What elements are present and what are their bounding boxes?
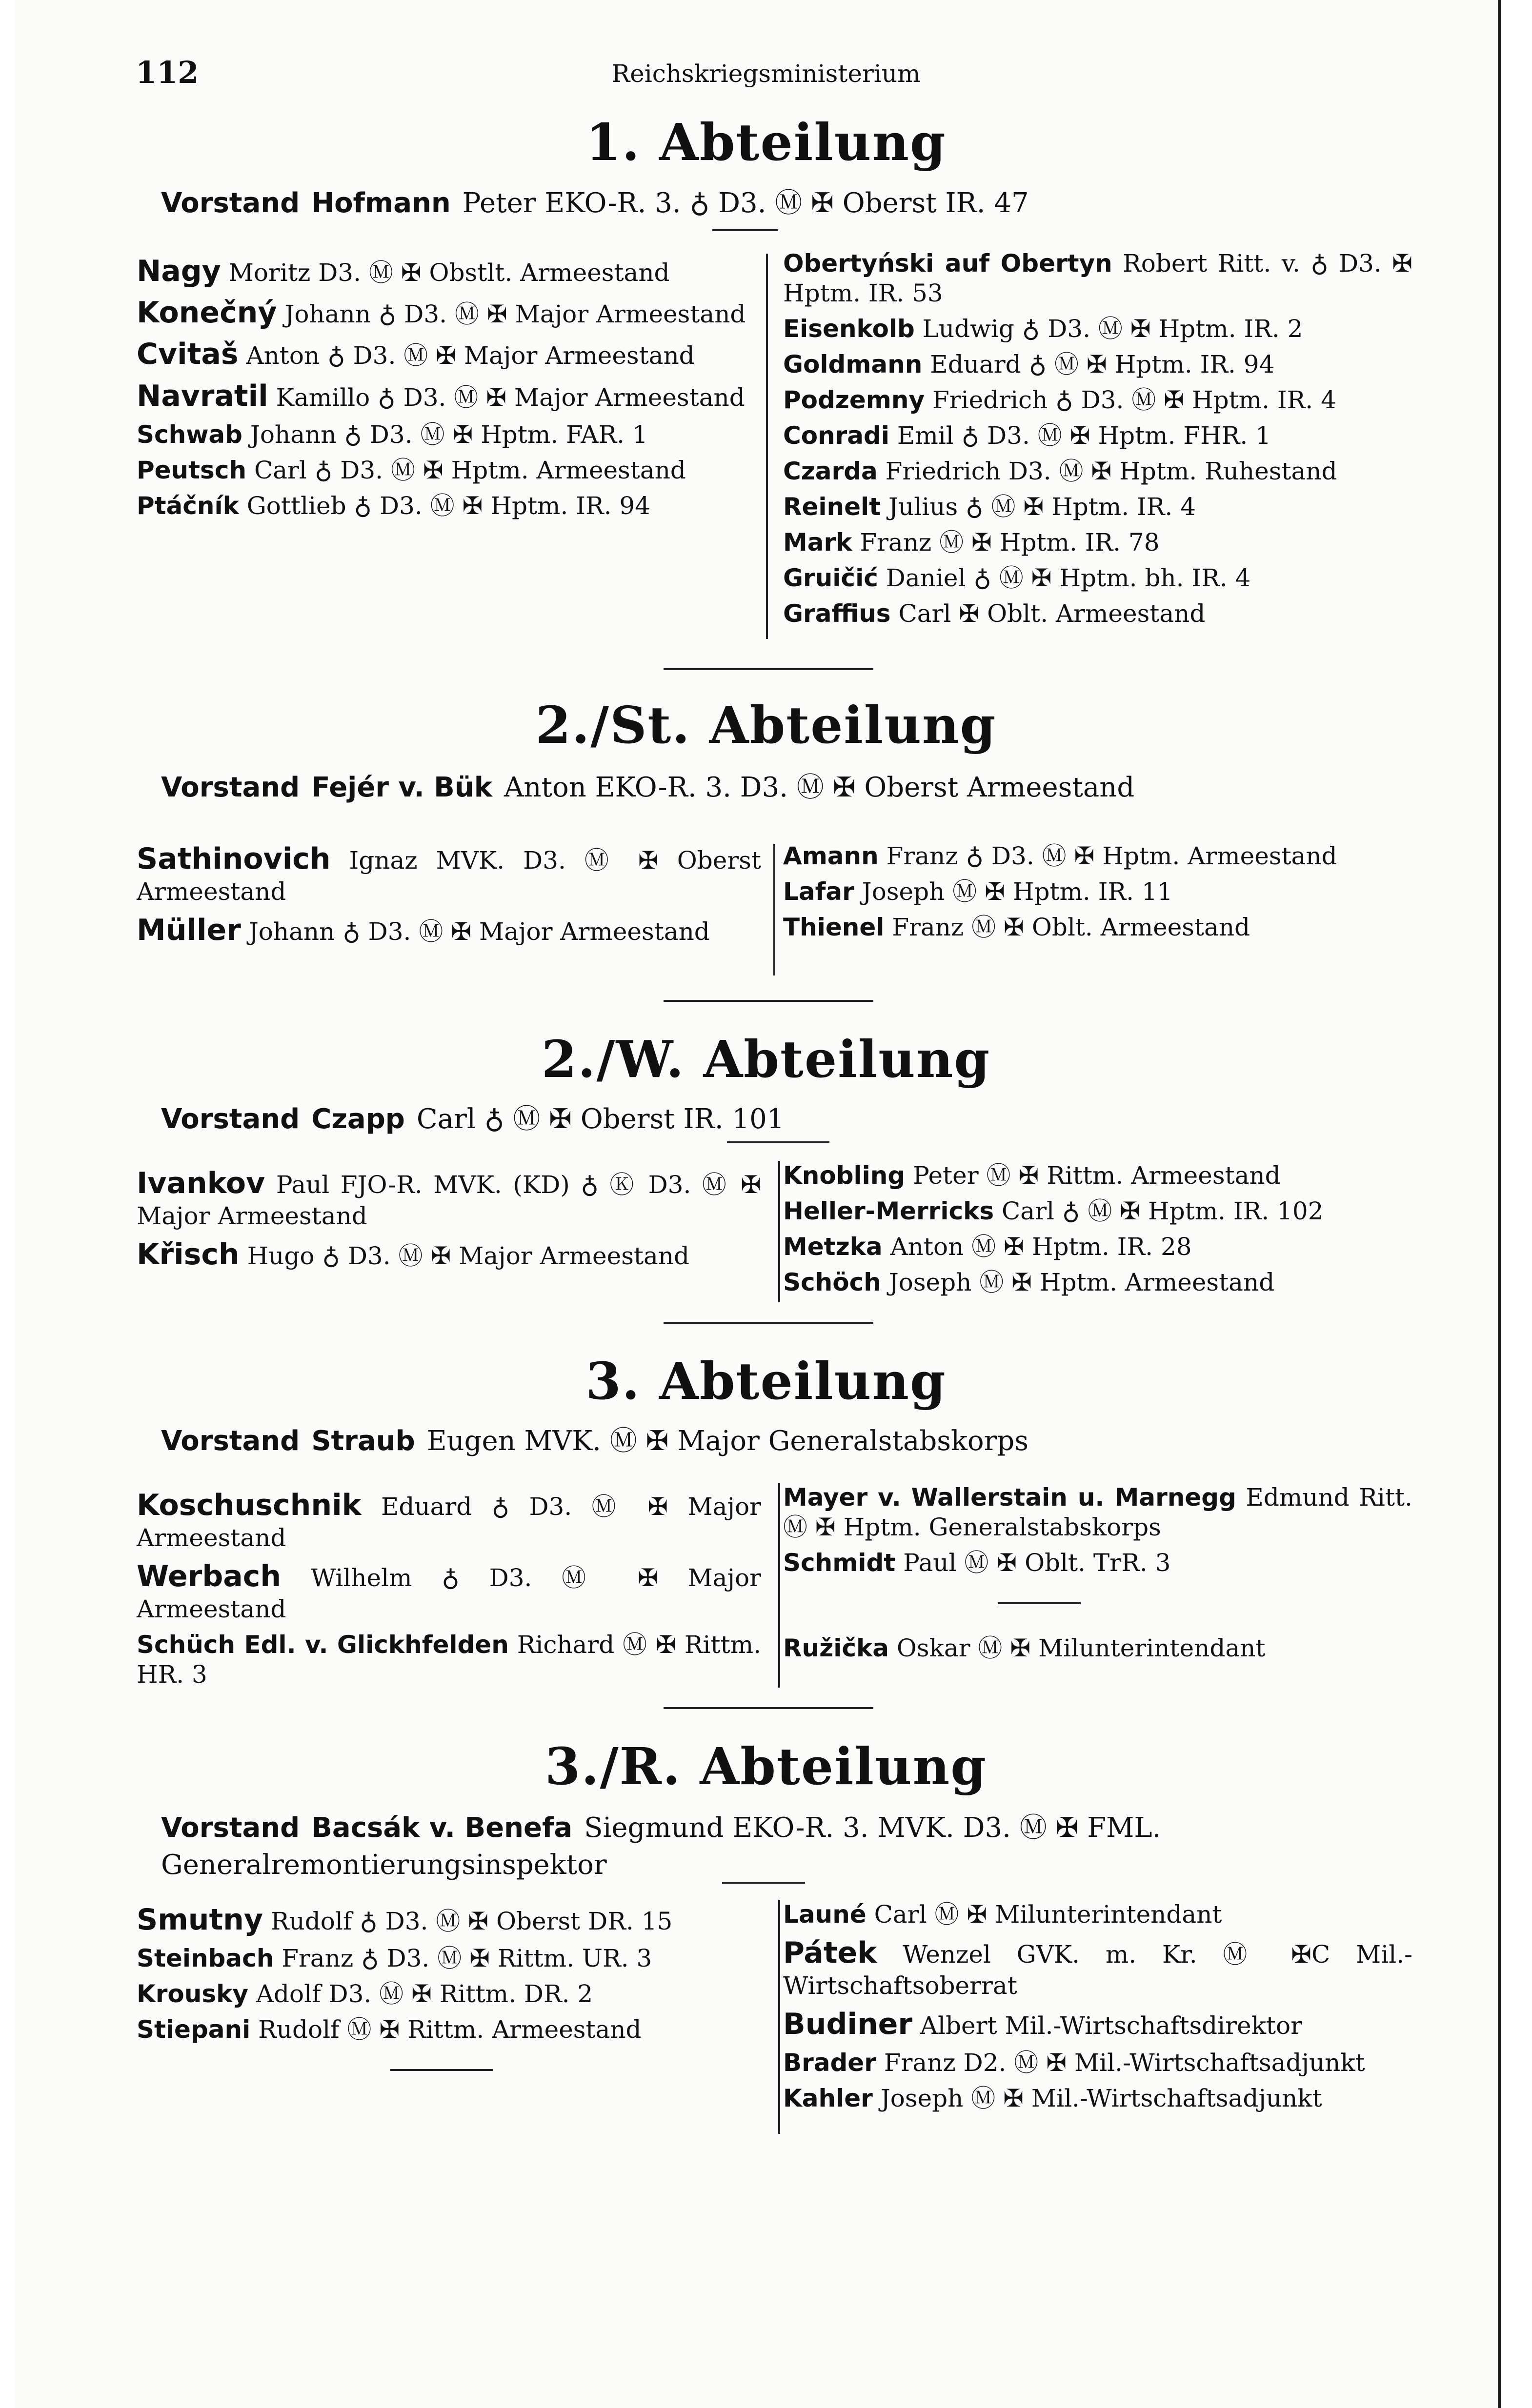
list-item: Pátek Wenzel GVK. m. Kr. Ⓜ ✠C Mil.-Wirtschaftsoberrat: [783, 1936, 1412, 2000]
list-item: Brader Franz D2. Ⓜ ✠ Mil.-Wirtschaftsadjunkt: [783, 2049, 1365, 2077]
vorstand-line: [161, 1097, 1425, 1136]
column-divider: [778, 1900, 780, 2134]
separator: [664, 1000, 873, 1002]
left-column: [137, 841, 761, 954]
section-title: 2./W. Abteilung: [541, 1029, 991, 1089]
list-item: Schwab Johann ♁ D3. Ⓜ ✠ Hptm. FAR. 1: [137, 420, 648, 449]
list-item: Eisenkolb Ludwig ♁ D3. Ⓜ ✠ Hptm. IR. 2: [783, 315, 1303, 343]
list-item: Müller Johann ♁ D3. Ⓜ ✠ Major Armeestand: [137, 913, 710, 948]
list-item: Cvitaš Anton ♁ D3. Ⓜ ✠ Major Armeestand: [137, 337, 695, 372]
right-column: [783, 841, 1412, 948]
list-item: Werbach Wilhelm ♁ D3. Ⓜ ✠ Major Armeestand: [137, 1559, 761, 1624]
page-edge: [1498, 0, 1532, 2408]
section-title: 1. Abteilung: [585, 112, 947, 172]
separator: [727, 1141, 829, 1143]
list-item: Smutny Rudolf ♁ D3. Ⓜ ✠ Oberst DR. 15: [137, 1903, 673, 1937]
left-column: [137, 1488, 761, 1695]
list-item: Heller-Merricks Carl ♁ Ⓜ ✠ Hptm. IR. 102: [783, 1197, 1324, 1225]
vorstand-name: Bacsák v. Benefa: [311, 1812, 573, 1844]
vorstand-name: Fejér v. Bük: [311, 772, 492, 803]
vorstand-name: Straub: [311, 1425, 415, 1457]
section-title: 3. Abteilung: [585, 1351, 947, 1411]
right-column: [783, 1483, 1412, 1669]
right-column: [783, 1900, 1412, 2119]
vorstand-name: Hofmann: [311, 187, 451, 219]
left-column: [137, 1902, 761, 2071]
list-item: Konečný Johann ♁ D3. Ⓜ ✠ Major Armeestand: [137, 296, 746, 330]
list-item: Budiner Albert Mil.-Wirtschaftsdirektor: [783, 2007, 1303, 2042]
vorstand-label: Vorstand: [161, 1812, 300, 1844]
list-item: Krousky Adolf D3. Ⓜ ✠ Rittm. DR. 2: [137, 1980, 593, 2009]
left-column: [137, 254, 761, 527]
vorstand-details: Siegmund EKO-R. 3. MVK. D3. Ⓜ ✠ FML. Generalremontierungsinspektor: [161, 1812, 1161, 1881]
running-head: Reichskriegsministerium: [611, 60, 921, 88]
list-item: Czarda Friedrich D3. Ⓜ ✠ Hptm. Ruhestand: [783, 457, 1337, 485]
list-item: Graffius Carl ✠ Oblt. Armeestand: [783, 599, 1206, 628]
list-item: Goldmann Eduard ♁ Ⓜ ✠ Hptm. IR. 94: [783, 350, 1275, 378]
section-title: 2./St. Abteilung: [535, 695, 997, 755]
list-item: Launé Carl Ⓜ ✠ Milunterintendant: [783, 1900, 1222, 1929]
vorstand-name: Czapp: [311, 1103, 405, 1135]
list-item: Ivankov Paul FJO-R. MVK. (KD) ♁ Ⓚ D3. Ⓜ ✠ Major Armeestand: [137, 1166, 761, 1231]
vorstand-label: Vorstand: [161, 187, 300, 219]
separator: [998, 1602, 1081, 1604]
list-item: Ružička Oskar Ⓜ ✠ Milunterintendant: [783, 1634, 1266, 1662]
separator: [664, 668, 873, 670]
page-number: 112: [136, 55, 199, 90]
vorstand-label: Vorstand: [161, 1425, 300, 1457]
column-divider: [766, 254, 768, 639]
vorstand-label: Vorstand: [161, 1103, 300, 1135]
list-item: Peutsch Carl ♁ D3. Ⓜ ✠ Hptm. Armeestand: [137, 456, 686, 484]
vorstand-line: [161, 766, 1425, 805]
list-item: Nagy Moritz D3. Ⓜ ✠ Obstlt. Armeestand: [137, 254, 670, 288]
separator: [712, 229, 778, 231]
list-item: Thienel Franz Ⓜ ✠ Oblt. Armeestand: [783, 913, 1250, 941]
vorstand-details: Anton EKO-R. 3. D3. Ⓜ ✠ Oberst Armeestand: [504, 772, 1135, 803]
list-item: Kahler Joseph Ⓜ ✠ Mil.-Wirtschaftsadjunkt: [783, 2084, 1322, 2113]
vorstand-details: Carl ♁ Ⓜ ✠ Oberst IR. 101: [416, 1103, 785, 1135]
vorstand-line: [161, 1419, 1425, 1458]
column-divider: [778, 1483, 780, 1688]
vorstand-label: Vorstand: [161, 772, 300, 803]
list-item: Sathinovich Ignaz MVK. D3. Ⓜ ✠ Oberst Armeestand: [137, 842, 761, 906]
list-item: Mark Franz Ⓜ ✠ Hptm. IR. 78: [783, 528, 1160, 557]
right-column: [783, 1161, 1412, 1303]
list-item: Schöch Joseph Ⓜ ✠ Hptm. Armeestand: [783, 1268, 1275, 1296]
list-item: Knobling Peter Ⓜ ✠ Rittm. Armeestand: [783, 1161, 1281, 1190]
left-column: [137, 1166, 761, 1278]
list-item: Křisch Hugo ♁ D3. Ⓜ ✠ Major Armeestand: [137, 1237, 689, 1272]
list-item: Amann Franz ♁ D3. Ⓜ ✠ Hptm. Armeestand: [783, 842, 1337, 870]
separator: [722, 1882, 805, 1884]
list-item: Steinbach Franz ♁ D3. Ⓜ ✠ Rittm. UR. 3: [137, 1944, 652, 1973]
vorstand-details: Peter EKO-R. 3. ♁ D3. Ⓜ ✠ Oberst IR. 47: [462, 187, 1029, 219]
vorstand-line: [161, 181, 1425, 220]
list-item: Ptáčník Gottlieb ♁ D3. Ⓜ ✠ Hptm. IR. 94: [137, 491, 651, 520]
list-item: Obertyński auf Obertyn Robert Ritt. v. ♁ D3. ✠ Hptm. IR. 53: [783, 249, 1413, 307]
list-item: Koschuschnik Eduard ♁ D3. Ⓜ ✠ Major Armeestand: [137, 1488, 761, 1552]
vorstand-details: Eugen MVK. Ⓜ ✠ Major Generalstabskorps: [426, 1425, 1028, 1457]
list-item: Mayer v. Wallerstain u. Marnegg Edmund Ritt. Ⓜ ✠ Hptm. Generalstabskorps: [783, 1483, 1412, 1541]
list-item: Gruičić Daniel ♁ Ⓜ ✠ Hptm. bh. IR. 4: [783, 564, 1251, 592]
column-divider: [773, 844, 775, 975]
list-item: Metzka Anton Ⓜ ✠ Hptm. IR. 28: [783, 1233, 1192, 1261]
list-item: Schüch Edl. v. Glickhfelden Richard Ⓜ ✠ Rittm. HR. 3: [137, 1631, 761, 1689]
separator: [664, 1707, 873, 1709]
section-title: 3./R. Abteilung: [545, 1736, 987, 1796]
list-item: Stiepani Rudolf Ⓜ ✠ Rittm. Armeestand: [137, 2015, 642, 2044]
separator: [664, 1322, 873, 1324]
list-item: Navratil Kamillo ♁ D3. Ⓜ ✠ Major Armeestand: [137, 378, 745, 413]
list-item: Reinelt Julius ♁ Ⓜ ✠ Hptm. IR. 4: [783, 493, 1196, 521]
list-item: Schmidt Paul Ⓜ ✠ Oblt. TrR. 3: [783, 1549, 1171, 1577]
right-column: [783, 249, 1412, 635]
list-item: Lafar Joseph Ⓜ ✠ Hptm. IR. 11: [783, 877, 1173, 906]
vorstand-line: [161, 1810, 1425, 1883]
list-item: Conradi Emil ♁ D3. Ⓜ ✠ Hptm. FHR. 1: [783, 421, 1271, 450]
separator: [390, 2069, 493, 2071]
column-divider: [778, 1161, 780, 1302]
list-item: Podzemny Friedrich ♁ D3. Ⓜ ✠ Hptm. IR. 4: [783, 386, 1336, 414]
